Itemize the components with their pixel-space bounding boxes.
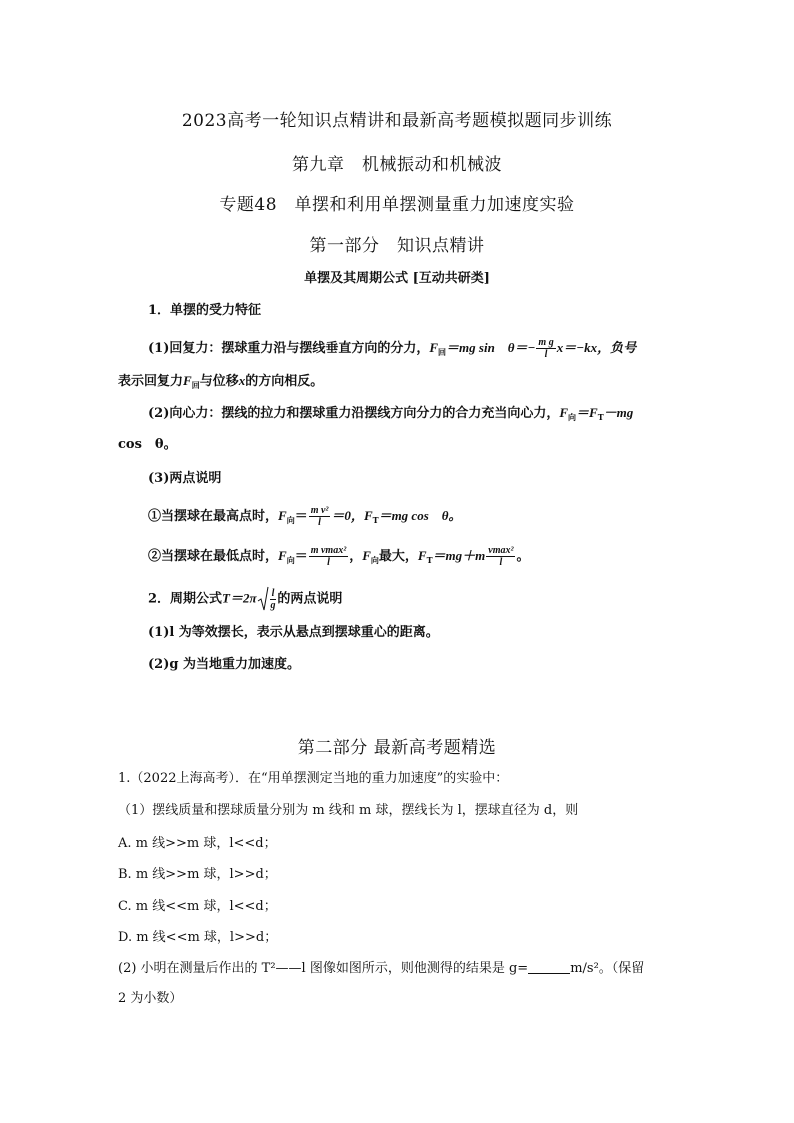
force-subscript: 向 [286,515,295,525]
question1-intro: 1.（2022上海高考）．在“用单摆测定当地的重力加速度”的实验中： [118,771,509,786]
chapter-title: 第九章 机械振动和机械波 [292,155,502,175]
centripetal-force-line2: cos θ。 [118,437,177,452]
equation-tail: －mg [603,405,634,420]
force-subscript: 回 [191,380,200,390]
lowest-point-line: ②当摆球在最低点时，$F_向=$ $\frac{\text{m vmax²}}{l}$ ，$F_向$最大，$F_T=mg+m$ $\frac{\text{vmax²}}{l}$ 。 [148,545,530,568]
fraction-numerator: m g [538,337,554,348]
restoring-force-tail: x＝−kx，负号 [556,340,637,355]
force-symbol: F [363,508,373,523]
equation-tail: ＝mg cos θ。 [378,508,462,523]
fraction-numerator: l [271,587,275,599]
text: 的方向相反。 [245,374,324,389]
text: ①当摆球在最高点时， [148,509,279,524]
fraction-numerator: m v² [310,505,329,516]
force-subscript: 回 [438,347,447,357]
part2-title: 第二部分 最新高考题精选 [297,738,497,758]
text: ②当摆球在最低点时， [148,549,279,564]
displacement-symbol: x [238,373,246,388]
force-symbol: F [429,340,439,355]
text: 表示回复力 [118,374,184,389]
two-points-heading: (3)两点说明 [148,471,222,486]
question1-part2 [118,960,644,978]
tension-subscript: T [426,555,433,565]
option-d: D. m 线<<m 球，l>>d； [118,930,278,945]
option-c: C. m 线<<m 球，l<<d； [118,899,277,914]
equation: ＝mg＋m [432,548,486,563]
text: (2) 小明在测量后作出的 T²——l 图像如图所示，则他测得的结果是 g= [118,961,529,976]
fraction-denominator: g [270,599,276,611]
text: 。 [516,549,530,564]
question1-part2-cont: 2 为小数） [118,991,183,1006]
fraction-numerator: m vmax² [310,545,347,556]
tension-subscript: T [372,515,379,525]
restoring-fraction [536,337,555,360]
equation: ＝F [576,405,598,420]
question1-part1: （1）摆线质量和摆球质量分别为 m 线和 m 球，摆线长为 l，摆球直径为 d，则 [118,803,579,818]
force-symbol: F [559,405,569,420]
force-symbol: F [362,548,371,563]
velocity-fraction [309,505,331,528]
topic-title: 专题48 单摆和利用单摆测量重力加速度实验 [219,195,575,215]
text: ， [349,549,363,564]
option-b: B. m 线>>m 球，l>>d； [118,867,277,882]
restoring-force-equation: ＝mg sin θ＝− [446,340,536,355]
sqrt-symbol [257,586,269,612]
force-symbol: F [417,548,427,563]
fraction-denominator: l [318,517,321,528]
vmax-fraction [486,545,515,568]
force-symbol: F [183,373,192,388]
force-subscript: 向 [568,412,577,422]
equivalent-length-note: (1)l 为等效摆长，表示从悬点到摆球重心的距离。 [148,625,439,640]
fraction-denominator: l [544,349,548,360]
sqrt-fraction [270,588,277,611]
force-subscript: 向 [286,555,295,565]
section-subtitle: 单摆及其周期公式 [互动共研类] [304,271,490,286]
restoring-force-text: (1)回复力：摆球重力沿与摆线垂直方向的分力， [148,341,430,356]
restoring-force-line2 [118,372,323,394]
period-equation: T＝2π [222,590,257,606]
highest-point-line: ①当摆球在最高点时，$F_向=$ $\frac{\text{m v²}}{l}$ ＝0，$F_T=mg$ cos θ。 [148,505,462,528]
part1-title: 第一部分 知识点精讲 [309,236,485,256]
text: 2．周期公式 [148,591,223,607]
text: 与位移 [199,374,239,389]
fraction-numerator: vmax² [488,545,514,556]
answer-blank[interactable] [528,961,570,974]
fraction-denominator: l [499,557,503,568]
option-a: A. m 线>>m 球，l<<d； [118,836,277,851]
centripetal-force-line [148,404,633,426]
fraction-denominator: l [327,557,330,568]
force-subscript: 向 [370,555,379,565]
period-formula-heading [148,586,342,612]
document-title: 2023高考一轮知识点精讲和最新高考题模拟题同步训练 [181,111,613,131]
text: (2)向心力：摆线的拉力和摆球重力沿摆线方向分力的合力充当向心力， [148,406,560,421]
text: 的两点说明 [277,591,343,607]
gravity-note: (2)g 为当地重力加速度。 [148,657,300,672]
force-symbol: F [278,508,287,523]
velocity-fraction [309,545,349,568]
text: 最大， [378,549,418,564]
force-symbol: F [278,548,287,563]
restoring-force-line [148,337,636,361]
equation: ＝0， [331,508,364,523]
text: m/s²。（保留 [570,961,645,976]
tension-subscript: T [597,412,604,422]
section1-heading: 1．单摆的受力特征 [148,303,262,318]
